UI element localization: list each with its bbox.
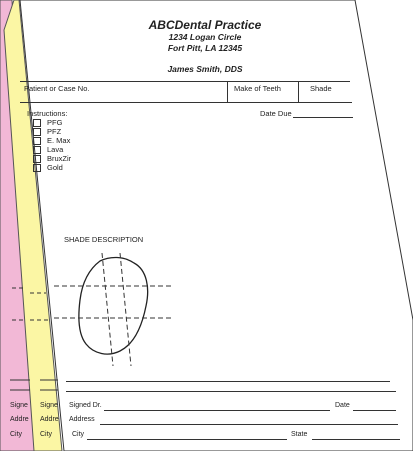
tooth-diagram <box>50 248 175 373</box>
shade-label: Shade <box>310 84 332 93</box>
checkbox[interactable] <box>33 164 41 172</box>
instructions-label: Instructions: <box>27 109 68 118</box>
option-gold[interactable] <box>33 163 63 172</box>
date-due-field[interactable] <box>293 117 353 118</box>
city-field[interactable] <box>87 439 287 440</box>
signed-dr-field[interactable] <box>104 410 330 411</box>
checkbox[interactable] <box>33 128 41 136</box>
city-label: City <box>72 431 85 438</box>
shade-dash-v2 <box>120 253 131 366</box>
shade-dash-v1 <box>102 253 113 366</box>
pink-address-fragment: Addre <box>10 416 29 423</box>
signature-block-line-2 <box>66 391 396 392</box>
header-divider-2 <box>298 81 299 102</box>
doctor-name: James Smith, DDS <box>167 64 243 74</box>
header-row-bottom-line <box>20 102 352 103</box>
option-label: PFG <box>47 118 63 127</box>
signature-block-line-1 <box>66 381 390 382</box>
yellow-signed-fragment: Signe <box>40 402 58 409</box>
patient-case-label: Patient or Case No. <box>24 84 90 93</box>
address-label: Address <box>69 416 95 423</box>
option-emax[interactable] <box>33 136 70 145</box>
option-label: BruxZir <box>47 154 72 163</box>
date-label: Date <box>335 402 350 409</box>
option-pfg[interactable] <box>33 118 62 127</box>
pink-signed-fragment: Signe <box>10 402 28 409</box>
option-label: Lava <box>47 145 64 154</box>
checkbox[interactable] <box>33 146 41 154</box>
date-field[interactable] <box>353 410 396 411</box>
option-label: Gold <box>47 163 63 172</box>
header-row-top-line <box>20 81 350 82</box>
state-label: State <box>291 431 308 438</box>
state-field[interactable] <box>312 439 400 440</box>
option-lava[interactable] <box>33 145 63 154</box>
header-divider-1 <box>227 81 228 102</box>
pink-city-fragment: City <box>10 431 23 438</box>
practice-address-line1: 1234 Logan Circle <box>168 32 242 42</box>
yellow-address-fragment: Addre <box>40 416 59 423</box>
tooth-outline <box>79 257 148 354</box>
address-field[interactable] <box>100 424 398 425</box>
option-bruxzir[interactable] <box>33 154 71 163</box>
practice-address-line2: Fort Pitt, LA 12345 <box>167 43 243 53</box>
checkbox[interactable] <box>33 119 41 127</box>
practice-name: ABCDental Practice <box>148 18 262 32</box>
make-of-teeth-label: Make of Teeth <box>234 84 281 93</box>
option-label: PFZ <box>47 127 62 136</box>
yellow-city-fragment: City <box>40 431 53 438</box>
signed-dr-label: Signed Dr. <box>69 402 102 409</box>
date-due-label: Date Due <box>260 109 292 118</box>
option-label: E. Max <box>47 136 71 145</box>
checkbox[interactable] <box>33 155 41 163</box>
shade-description-label: SHADE DESCRIPTION <box>64 235 144 244</box>
checkbox[interactable] <box>33 137 41 145</box>
option-pfz[interactable] <box>33 127 61 136</box>
